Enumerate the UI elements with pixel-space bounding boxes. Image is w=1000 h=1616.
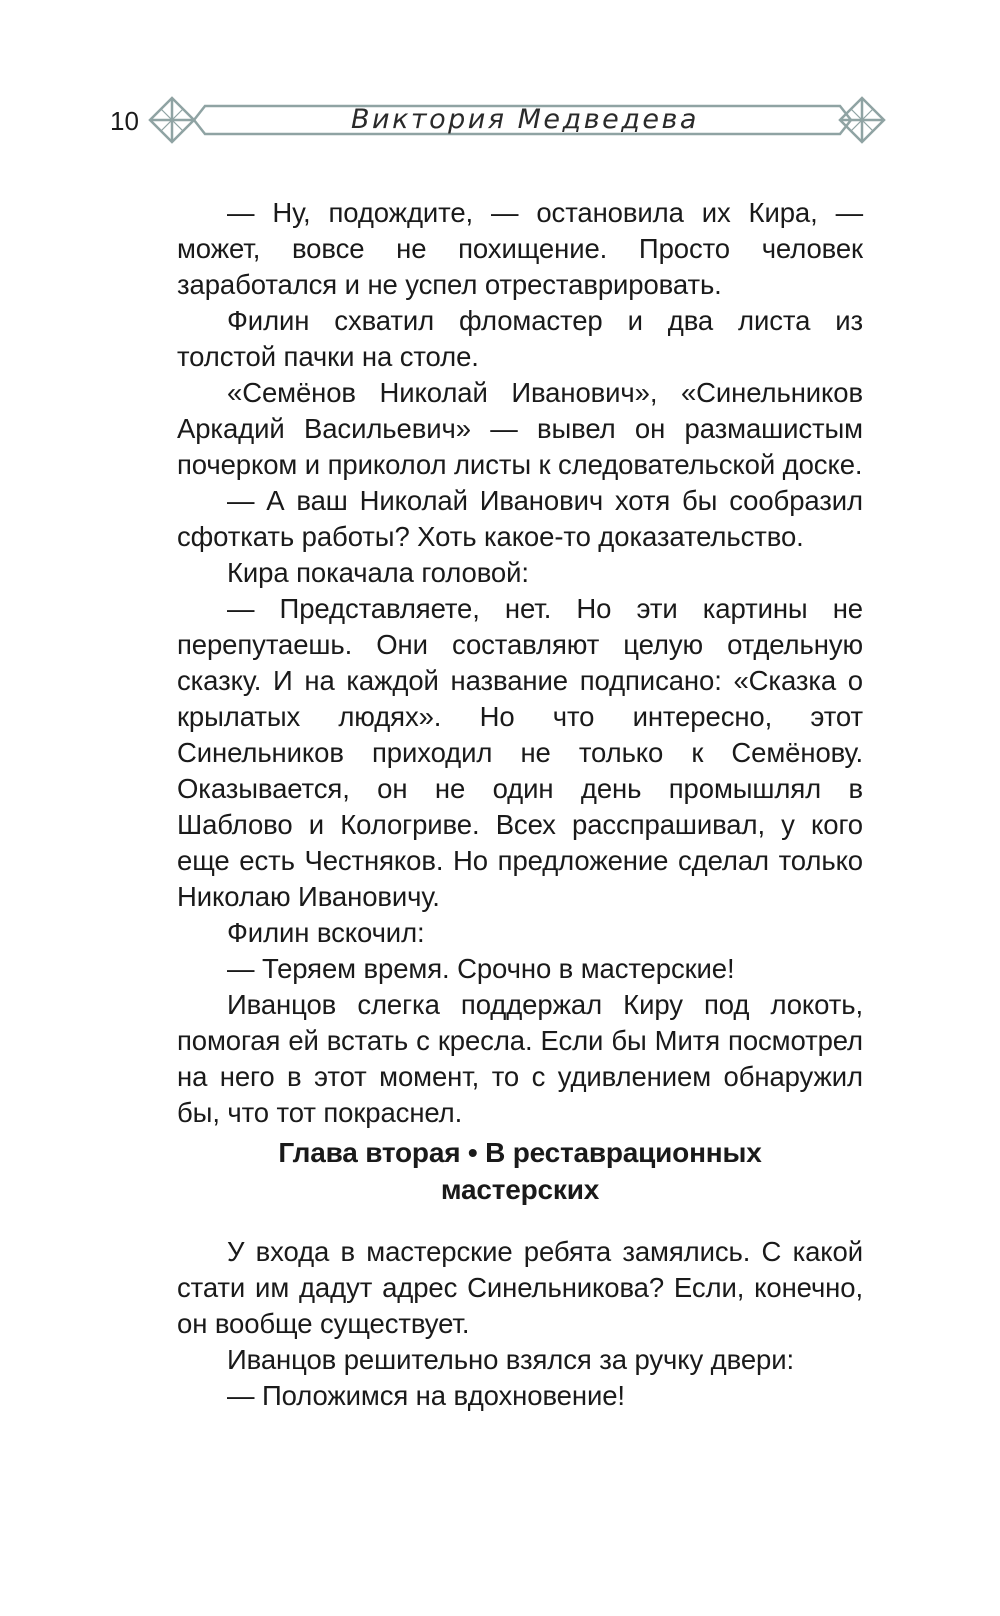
paragraph: «Семёнов Николай Иванович», «Синельников Аркадий Васильевич» — вывел он размашистым почерком и приколол листы к следовательской доске. <box>177 377 863 480</box>
running-head-author: Виктория Медведева <box>351 104 699 135</box>
page-number: 10 <box>110 106 139 136</box>
paragraph: Филин схватил фломастер и два листа из толстой пачки на столе. <box>177 305 863 372</box>
chapter-heading-line-1: Глава вторая • В реставрационных <box>278 1137 762 1168</box>
paragraph: — А ваш Николай Иванович хотя бы сообразил сфоткать работы? Хоть какое-то доказательство. <box>177 485 863 552</box>
main-text-section-1 <box>177 195 863 1131</box>
paragraph: — Положимся на вдохновение! <box>227 1380 625 1411</box>
paragraph: — Представляете, нет. Но эти картины не перепутаешь. Они составляют целую отдельную сказку. И на каждой название подписано: «Сказка о крылатых людях». Но что интересно, этот Синельников приходил не только к Семёнову. Оказывается, он не один день промышлял в Шаблово и Кологриве. Всех расспрашивал, у кого еще есть Честняков. Но предложение сделал только Николаю Ивановичу. <box>177 593 863 912</box>
chapter-heading-line-2: мастерских <box>440 1174 600 1205</box>
paragraph: — Ну, подождите, — остановила их Кира, — может, вовсе не похищение. Просто человек заработался и не успел отреставрировать. <box>177 197 863 300</box>
paragraph: — Теряем время. Срочно в мастерские! <box>227 953 735 984</box>
paragraph: Иванцов слегка поддержал Киру под локоть, помогая ей встать с кресла. Если бы Митя посмотрел на него в этот момент, то с удивлением обнаружил бы, что тот покраснел. <box>177 989 863 1128</box>
page-header <box>0 92 1000 152</box>
paragraph: Кира покачала головой: <box>227 557 529 588</box>
chapter-heading <box>177 1134 863 1208</box>
paragraph: Филин вскочил: <box>227 917 425 948</box>
paragraph: У входа в мастерские ребята замялись. С какой стати им дадут адрес Синельникова? Если, конечно, он вообще существует. <box>177 1236 863 1339</box>
paragraph: Иванцов решительно взялся за ручку двери: <box>227 1344 795 1375</box>
main-text-section-2 <box>177 1234 863 1414</box>
